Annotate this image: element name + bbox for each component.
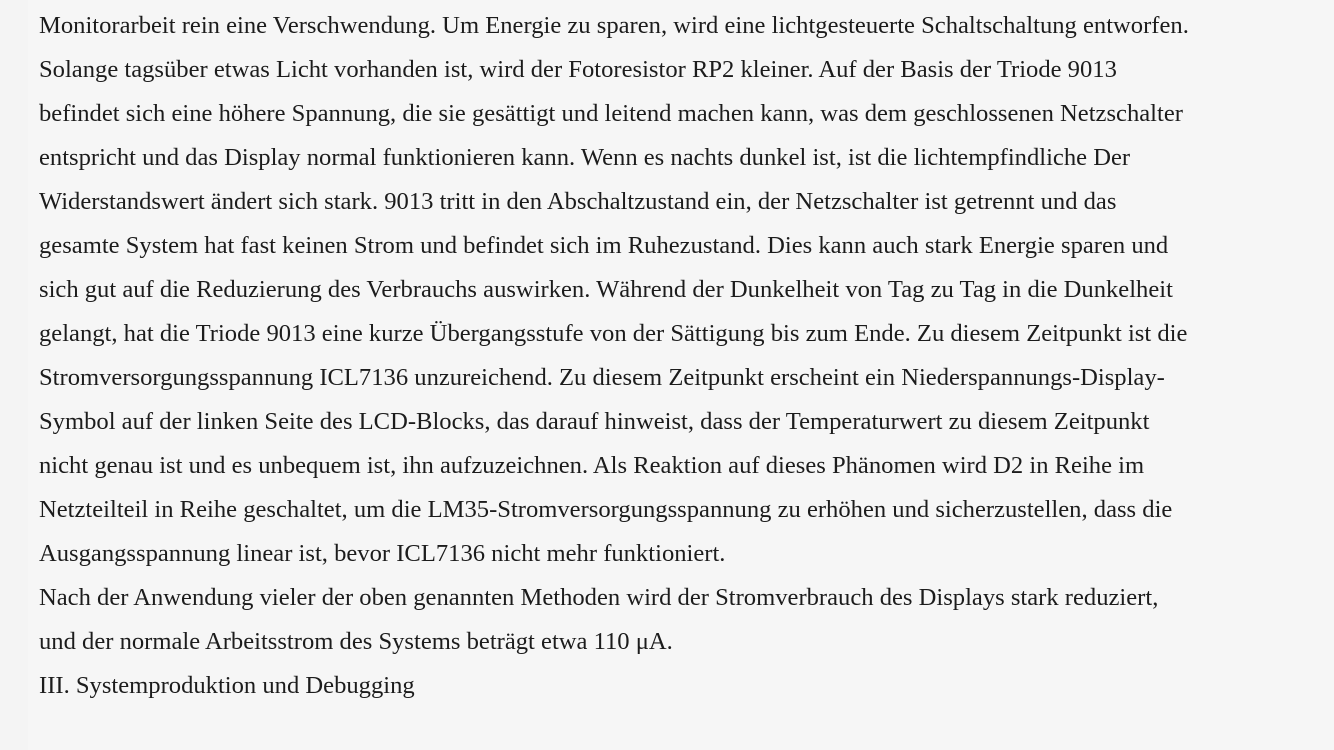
- paragraph-line-9: Stromversorgungsspannung ICL7136 unzureichend. Zu diesem Zeitpunkt erscheint ein Niederspannungs-Display-: [39, 364, 1165, 391]
- paragraph-line-13: Ausgangsspannung linear ist, bevor ICL7136 nicht mehr funktioniert.: [39, 540, 726, 567]
- paragraph-line-6: gesamte System hat fast keinen Strom und befindet sich im Ruhezustand. Dies kann auch stark Energie sparen und: [39, 232, 1169, 259]
- paragraph-line-11: nicht genau ist und es unbequem ist, ihn aufzuzeichnen. Als Reaktion auf dieses Phänomen wird D2 in Reihe im: [39, 452, 1145, 479]
- paragraph-line-15: und der normale Arbeitsstrom des Systems beträgt etwa 110 μA.: [39, 628, 673, 655]
- paragraph-line-10: Symbol auf der linken Seite des LCD-Blocks, das darauf hinweist, dass der Temperaturwert zu diesem Zeitpunkt: [39, 408, 1150, 435]
- paragraph-line-4: entspricht und das Display normal funktionieren kann. Wenn es nachts dunkel ist, ist die lichtempfindliche Der: [39, 144, 1131, 171]
- paragraph-line-14: Nach der Anwendung vieler der oben genannten Methoden wird der Stromverbrauch des Displays stark reduziert,: [39, 584, 1159, 611]
- text-column: [28, 0, 1334, 750]
- section-heading: III. Systemproduktion und Debugging: [39, 672, 415, 699]
- paragraph-line-2: Solange tagsüber etwas Licht vorhanden ist, wird der Fotoresistor RP2 kleiner. Auf der Basis der Triode 9013: [39, 56, 1117, 83]
- paragraph-line-8: gelangt, hat die Triode 9013 eine kurze Übergangsstufe von der Sättigung bis zum Ende. Zu diesem Zeitpunkt ist die: [39, 320, 1188, 347]
- paragraph-line-12: Netzteilteil in Reihe geschaltet, um die LM35-Stromversorgungsspannung zu erhöhen und sicherzustellen, dass die: [39, 496, 1173, 523]
- paragraph-line-3: befindet sich eine höhere Spannung, die sie gesättigt und leitend machen kann, was dem geschlossenen Netzschalter: [39, 100, 1183, 127]
- paragraph-line-7: sich gut auf die Reduzierung des Verbrauchs auswirken. Während der Dunkelheit von Tag zu Tag in die Dunkelheit: [39, 276, 1173, 303]
- paragraph-line-1: Monitorarbeit rein eine Verschwendung. Um Energie zu sparen, wird eine lichtgesteuerte Schaltschaltung entworfen.: [39, 12, 1189, 39]
- paragraph-line-5: Widerstandswert ändert sich stark. 9013 tritt in den Abschaltzustand ein, der Netzschalter ist getrennt und das: [39, 188, 1117, 215]
